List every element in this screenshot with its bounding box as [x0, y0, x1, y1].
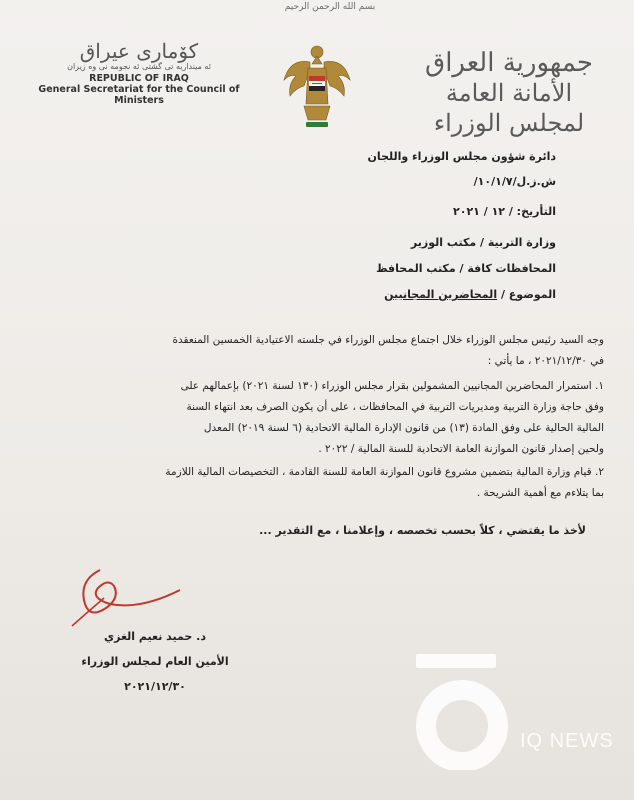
watermark-text: IQ NEWS	[520, 730, 614, 752]
closing-line: لأخذ ما يقتضي ، كلاً بحسب تخصصه ، وإعلامنا ، مع التقدير ...	[259, 524, 586, 537]
addressee-ministry: وزارة التربية / مكتب الوزير	[410, 236, 556, 249]
subject-text: المحاضرين المجانيين	[384, 288, 498, 301]
handwritten-signature-icon	[70, 560, 190, 630]
signatory-name: د. حميد نعيم الغزي	[104, 630, 206, 643]
addressee-provinces: المحافظات كافة / مكتب المحافظ	[376, 262, 556, 275]
item1-line1: ١. استمرار المحاضرين المجانيين المشمولين بقرار مجلس الوزراء (١٣٠ لسنة ٢٠٢١) بإعمالهم على	[180, 380, 604, 392]
department-line: دائرة شؤون مجلس الوزراء واللجان	[367, 150, 556, 163]
body-intro-line2: في ٢٠٢١/١٢/٣٠ ، ما يأتي :	[487, 355, 604, 367]
item1-line3: المالية الحالية على وفق المادة (١٣) من قانون الإدارة المالية الاتحادية (٦ لسنة ٢٠١٩) المعدل	[203, 422, 604, 434]
kurdish-subtitle: ئه مینداریه تی گشتی ئه نجومه نی وه زیران	[67, 62, 211, 71]
arabic-republic-title: جمهورية العراق	[425, 48, 593, 78]
item1-line2: وفق حاجة وزارة التربية ومديريات التربية في المحافظات ، على أن يكون الصرف بعد انتهاء السنة	[186, 401, 604, 413]
item1-line4: ولحين إصدار قانون الموازنة العامة الاتحادية للسنة المالية / ٢٠٢٢ .	[318, 443, 604, 455]
iqnews-logo-icon	[410, 650, 530, 770]
subject-label: الموضوع /	[500, 288, 556, 301]
english-title: REPUBLIC OF IRAQ	[89, 73, 189, 84]
iraq-eagle-emblem-icon	[282, 40, 352, 132]
item2-line1: ٢. قيام وزارة المالية بتضمين مشروع قانون الموازنة العامة للسنة القادمة ، التخصيصات المالية اللازمة	[165, 466, 604, 478]
basmala: بسم الله الرحمن الرحيم	[284, 2, 376, 12]
letterhead-left	[14, 40, 264, 106]
document-date: التأريخ: / ١٢ / ٢٠٢١	[453, 205, 556, 218]
arabic-secretariat-title: الأمانة العامة لمجلس الوزراء	[433, 79, 585, 137]
signatory-title: الأمين العام لمجلس الوزراء	[81, 655, 229, 668]
body-intro-line1: وجه السيد رئيس مجلس الوزراء خلال اجتماع مجلس الوزراء في جلسته الاعتيادية الخمسين المنعقدة	[172, 334, 604, 346]
signature-date: ٢٠٢١/١٢/٣٠	[124, 680, 186, 693]
item2-line2: بما يتلاءم مع أهمية الشريحة .	[476, 487, 604, 499]
english-subtitle: General Secretariat for the Council of Ministers	[38, 84, 240, 106]
kurdish-title: كۆماری عیراق	[79, 39, 199, 63]
reference-number: ش.ز.ل/١٠/١/٧/	[473, 175, 556, 188]
letterhead-right	[414, 48, 604, 138]
subject-line	[256, 288, 556, 301]
